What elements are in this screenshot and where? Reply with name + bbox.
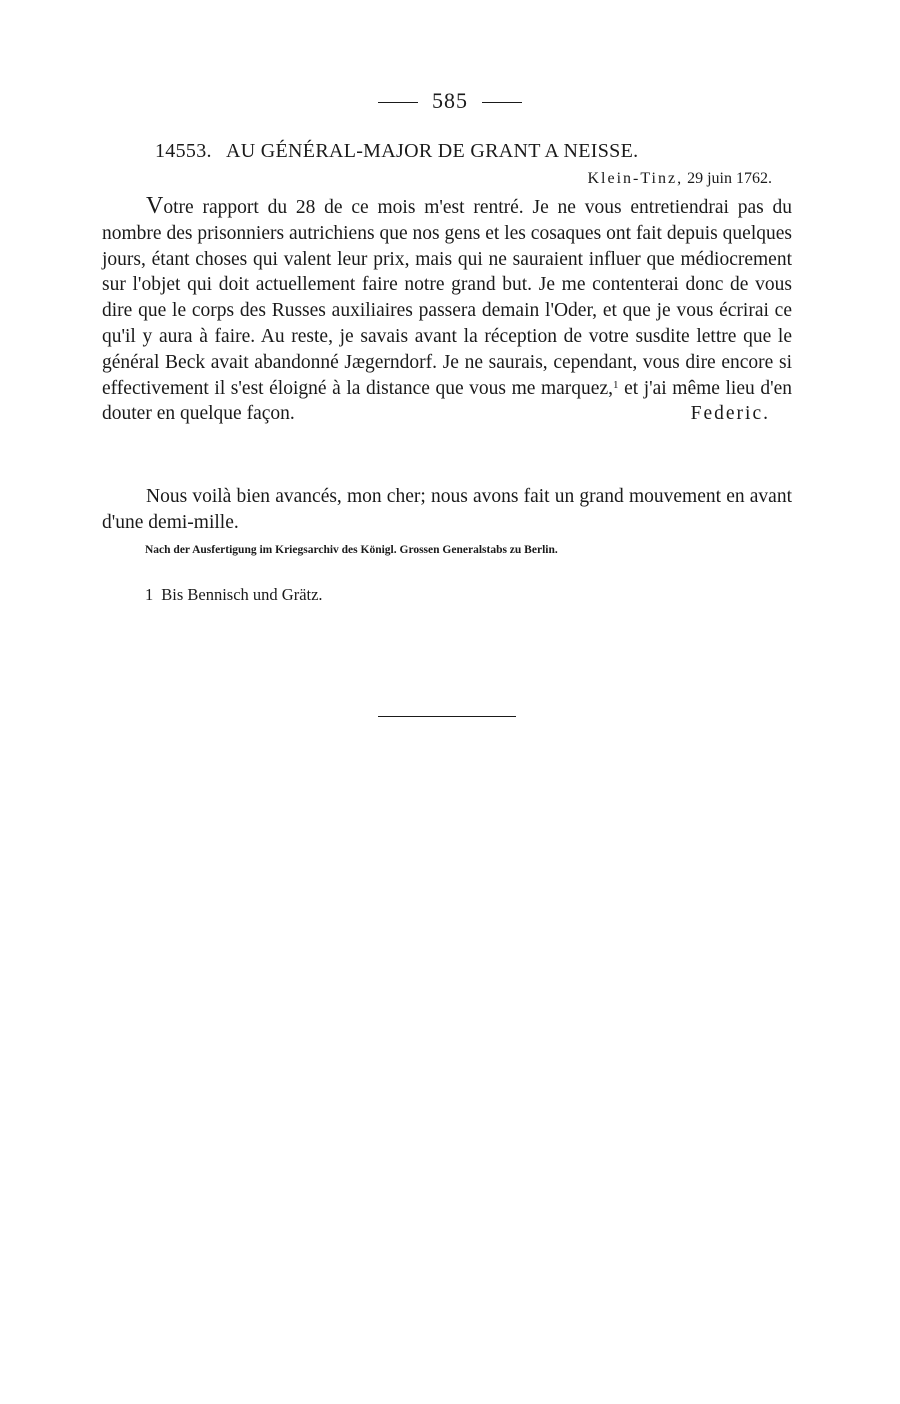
signature: Federic. [690, 403, 770, 425]
letter-heading [155, 140, 795, 163]
letter-title: AU GÉNÉRAL-MAJOR DE GRANT A NEISSE. [226, 140, 639, 162]
postscript [102, 484, 792, 536]
page-number: 585 [432, 88, 468, 113]
letter-text-end: et j'ai même lieu d'en douter en quelque façon. [102, 377, 792, 425]
letter-text: otre rapport du 28 de ce mois m'est rentré. Je ne vous entretiendrai pas du nombre des prisonniers autrichiens que nos gens et les cosaques ont fait depuis quelques jours, étant choses qui valent leur prix, mais qui ne sauraient influer que médiocrement sur l'objet qui doit actuellement faire notre grand but. Je me contenterai donc de vous dire que le corps des Russes auxiliaires passera demain l'Oder, et que je vous écrirai ce qu'il y aura à faire. Au reste, je savais avant la réception de votre susdite lettre que le général Beck avait abandonné Jægerndorf. Je ne saurais, cependant, vous dire encore si effectivement il s'est éloigné à la distance que vous me marquez, [102, 197, 792, 399]
letter-initial: V [146, 193, 164, 219]
footnote [145, 585, 323, 605]
dateline [587, 170, 772, 188]
letter-paragraph [102, 194, 792, 427]
footnote-marker: 1 [145, 585, 154, 604]
section-separator-rule [378, 716, 516, 717]
footnote-reference: 1 [613, 378, 619, 391]
page-number-dash-right [482, 102, 522, 103]
dateline-date: 29 juin 1762. [687, 170, 772, 187]
page-number-dash-left [378, 102, 418, 103]
postscript-text: Nous voilà bien avancés, mon cher; nous avons fait un grand mouvement en avant d'une demi-mille. [102, 486, 792, 533]
letter-number: 14553. [155, 140, 212, 162]
dateline-place: Klein-Tinz, [587, 170, 684, 187]
footnote-text: Bis Bennisch und Grätz. [161, 585, 323, 604]
page-number-line [0, 88, 900, 114]
source-note: Nach der Ausfertigung im Kriegsarchiv des Königl. Grossen Generalstabs zu Berlin. [145, 544, 558, 556]
letter-body [102, 194, 792, 427]
